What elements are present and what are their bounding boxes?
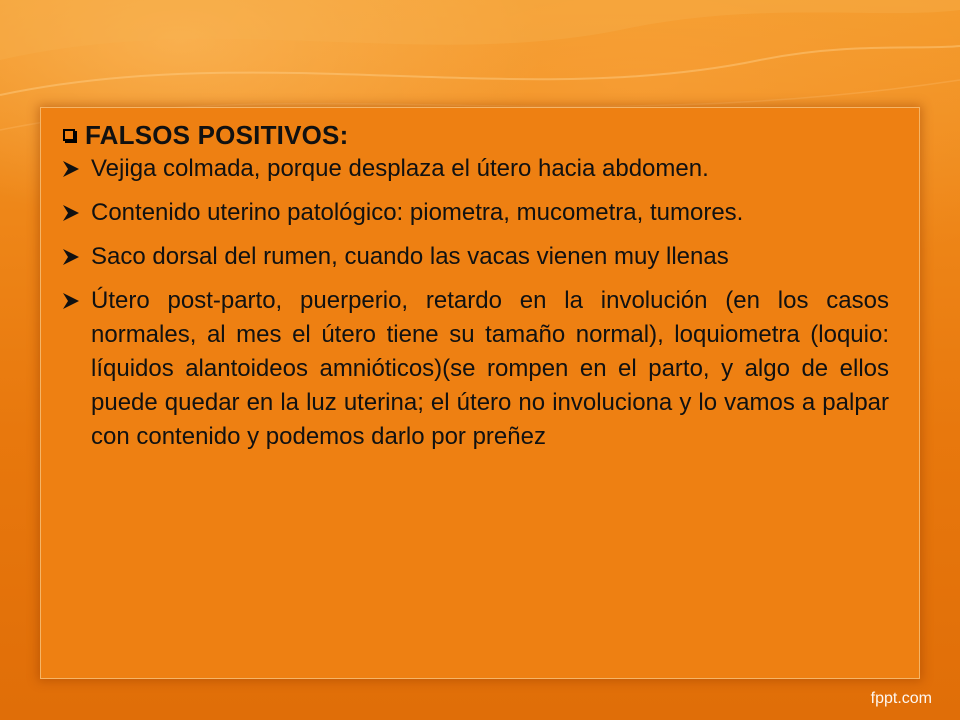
slide-heading: FALSOS POSITIVOS: — [85, 119, 349, 150]
arrowhead-icon — [62, 248, 80, 266]
checkbox-icon — [63, 129, 75, 141]
arrowhead-icon — [62, 292, 80, 310]
bullet-item — [61, 152, 889, 186]
bullet-list — [61, 152, 889, 454]
bullet-item — [61, 196, 889, 230]
arrowhead-icon — [62, 204, 80, 222]
bullet-item — [61, 240, 889, 274]
bullet-text: Saco dorsal del rumen, cuando las vacas vienen muy llenas — [91, 243, 729, 270]
content-panel — [40, 107, 920, 679]
footer-brand: fppt.com — [870, 690, 932, 707]
bullet-text: Vejiga colmada, porque desplaza el útero hacia abdomen. — [91, 155, 709, 182]
arrowhead-icon — [62, 160, 80, 178]
bullet-item — [61, 284, 889, 454]
bullet-text: Útero post-parto, puerperio, retardo en la involución (en los casos normales, al mes el útero tiene su tamaño normal), loquiometra (loquio: líquidos alantoideos amnióticos)(se rompen en el parto, y algo de ellos puede quedar en la luz uterina; el útero no involuciona y lo vamos a palpar con contenido y podemos darlo por preñez — [91, 287, 889, 450]
bullet-text: Contenido uterino patológico: piometra, mucometra, tumores. — [91, 199, 744, 226]
heading-row — [61, 118, 889, 152]
